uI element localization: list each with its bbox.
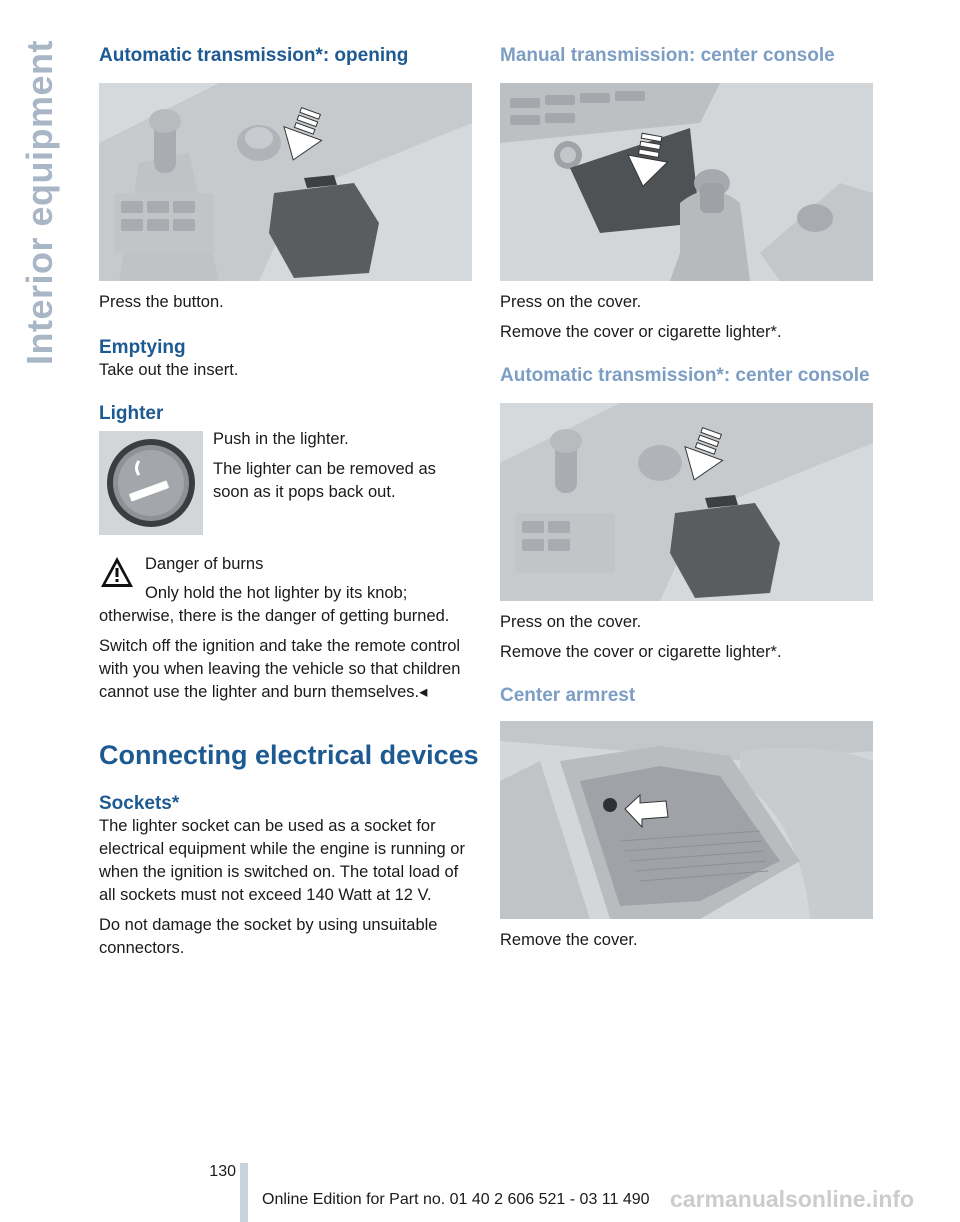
lighter-illustration — [99, 431, 203, 535]
auto-center-heading: Automatic transmission*: center console — [500, 365, 870, 386]
lighter-text-2: The lighter can be removed as soon as it pops back out. — [213, 460, 436, 501]
armrest-heading: Center armrest — [500, 685, 636, 706]
sockets-text-2: Do not damage the socket by using unsuitable connectors. — [99, 916, 438, 957]
manual-text-2: Remove the cover or cigarette lighter*. — [500, 323, 782, 341]
auto-center-text-2: Remove the cover or cigarette lighter*. — [500, 643, 782, 661]
emptying-heading: Emptying — [99, 337, 186, 358]
auto-center-text-1: Press on the cover. — [500, 613, 642, 631]
auto-opening-illustration — [99, 83, 472, 281]
right-column — [500, 44, 873, 952]
armrest-text: Remove the cover. — [500, 931, 638, 949]
auto-opening-text: Press the button. — [99, 293, 224, 311]
manual-text-1: Press on the cover. — [500, 293, 642, 311]
auto-center-console-illustration — [500, 403, 873, 601]
watermark-text: carmanualsonline.info — [670, 1186, 915, 1212]
connecting-heading: Connecting electrical devices — [99, 740, 479, 770]
warning-triangle-icon — [99, 555, 135, 589]
warning-text: Only hold the hot lighter by its knob; otherwise, there is the danger of getting burned. — [99, 584, 450, 625]
warning-text-2: Switch off the ignition and take the remote control with you when leaving the vehicle so that children cannot use the lighter and burn themselves.◂ — [99, 637, 461, 701]
lighter-block — [99, 431, 472, 541]
online-edition-text: Online Edition for Part no. 01 40 2 606 521 - 03 11 490 — [262, 1191, 650, 1208]
emptying-text: Take out the insert. — [99, 361, 239, 379]
lighter-heading: Lighter — [99, 403, 164, 424]
lighter-text-1: Push in the lighter. — [213, 430, 349, 448]
warning-block — [99, 553, 472, 704]
sockets-heading: Sockets* — [99, 793, 180, 814]
armrest-illustration — [500, 721, 873, 919]
footer-bar — [240, 1163, 248, 1222]
left-column — [99, 44, 479, 960]
manual-heading: Manual transmission: center console — [500, 45, 835, 66]
page-number: 130 — [209, 1163, 236, 1180]
side-section-title: Interior equipment — [19, 40, 60, 366]
manual-console-illustration — [500, 83, 873, 281]
warning-title: Danger of burns — [145, 555, 264, 573]
auto-opening-heading: Automatic transmission*: opening — [99, 45, 409, 66]
sockets-text-1: The lighter socket can be used as a socket for electrical equipment while the engine is running or when the ignition is switched on. The total load of all sockets must not exceed 140 Watt at 12 V. — [99, 817, 465, 904]
